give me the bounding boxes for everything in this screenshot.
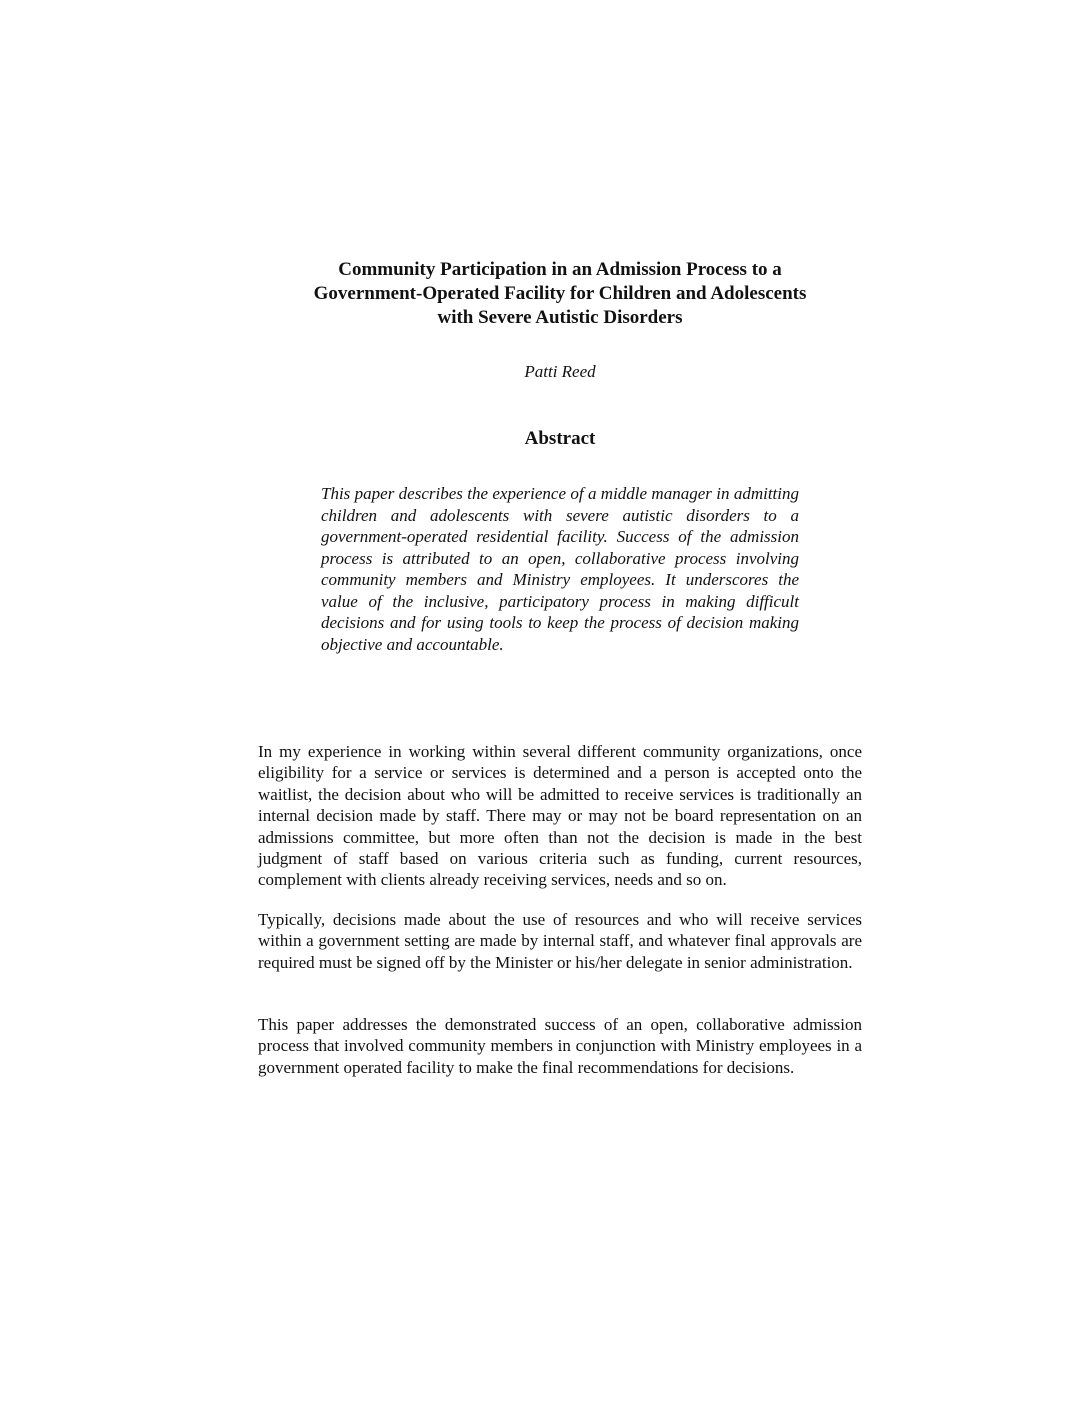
paper-author: Patti Reed <box>524 362 596 381</box>
abstract-heading: Abstract <box>524 428 596 449</box>
paper-title-line: Government-Operated Facility for Children and Adolescents <box>313 283 807 304</box>
abstract-text: This paper describes the experience of a middle manager in admitting children and adolescents with severe autistic disorders to a government-operated residential facility. Success of the admission process is attributed to an open, collaborative process involving community members and Ministry employees. It underscores the value of the inclusive, participatory process in making difficult decisions and for using tools to keep the process of decision making objective and accountable. <box>321 484 799 654</box>
paper-title-line: with Severe Autistic Disorders <box>437 307 683 328</box>
body-paragraph: In my experience in working within several different community organizations, once eligibility for a service or services is determined and a person is accepted onto the waitlist, the decision about who will be admitted to receive services is traditionally an internal decision made by staff. There may or may not be board representation on an admissions committee, but more often than not the decision is made in the best judgment of staff based on various criteria such as funding, current resources, complement with clients already receiving services, needs and so on. <box>258 742 862 890</box>
paper-title <box>240 258 880 330</box>
body-paragraph: Typically, decisions made about the use of resources and who will receive services within a government setting are made by internal staff, and whatever final approvals are required must be signed off by the Minister or his/her delegate in senior administration. <box>258 910 862 972</box>
paper-title-line: Community Participation in an Admission Process to a <box>338 259 782 280</box>
body-paragraph: This paper addresses the demonstrated success of an open, collaborative admission process that involved community members in conjunction with Ministry employees in a government operated facility to make the final recommendations for decisions. <box>258 1015 862 1077</box>
